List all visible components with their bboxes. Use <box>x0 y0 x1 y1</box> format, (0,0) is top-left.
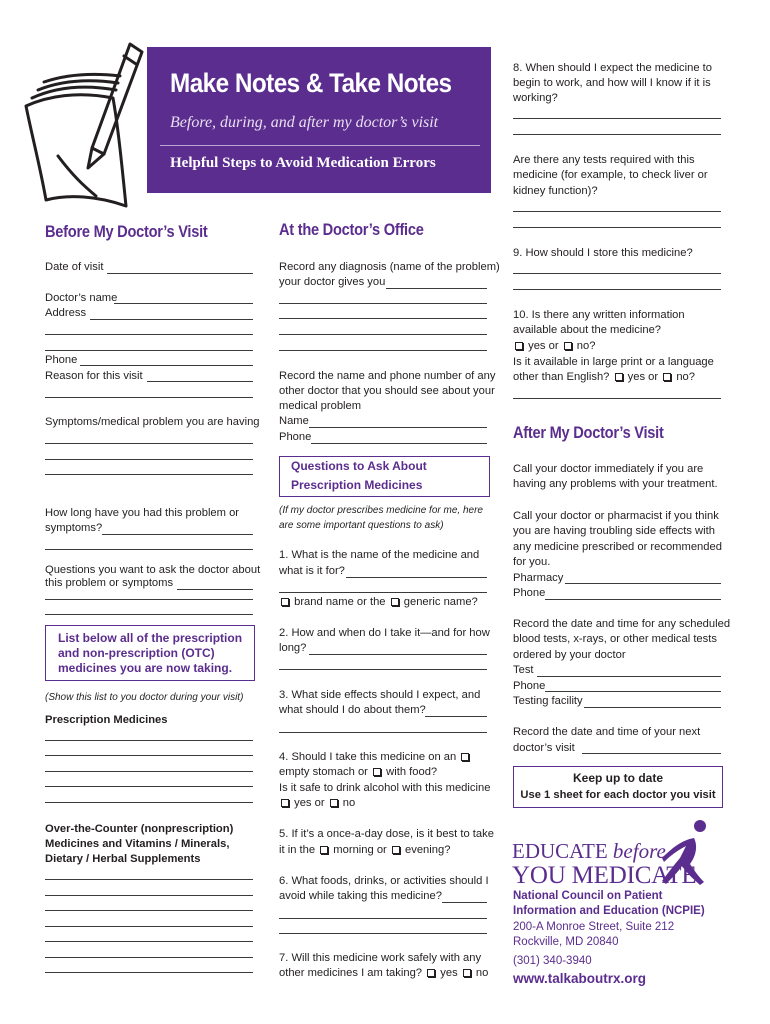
show-list-note: (Show this list to you doctor during your visit) <box>45 692 244 703</box>
q2-line-1: 2. How and when do I take it—and for how <box>279 627 490 639</box>
otc-field-6[interactable] <box>45 957 253 958</box>
q3-line-2: what should I do about them? <box>279 704 426 716</box>
q1-line-1: 1. What is the name of the medicine and <box>279 549 480 561</box>
rx-field-5[interactable] <box>45 802 253 803</box>
rx-medicines-heading: Prescription Medicines <box>45 714 168 726</box>
q7-yes-checkbox[interactable] <box>427 969 435 977</box>
q10-text-5: other than English? <box>513 371 610 383</box>
rx-field-2[interactable] <box>45 755 253 756</box>
symptoms-field-3[interactable] <box>45 474 253 475</box>
other-doctor-phone-label: Phone <box>279 431 312 443</box>
brand-name-checkbox[interactable] <box>281 598 289 606</box>
q6-line-1: 6. What foods, drinks, or activities should I <box>279 875 489 887</box>
otc-field-7[interactable] <box>45 972 253 973</box>
pharmacist-line-3: any medicine prescribed or recommended <box>513 541 722 553</box>
org-name-2: Information and Education (NCPIE) <box>513 905 705 917</box>
other-doctor-phone-field[interactable] <box>311 443 487 444</box>
questions-box-line-2: Prescription Medicines <box>291 478 423 492</box>
pharmacy-phone-field[interactable] <box>545 599 721 600</box>
testing-facility-field[interactable] <box>584 707 721 708</box>
otc-heading-2: Medicines and Vitamins / Minerals, <box>45 838 230 850</box>
reason-field[interactable] <box>147 381 253 382</box>
large-print-no-checkbox[interactable] <box>663 373 671 381</box>
logo-educate-before <box>512 839 666 864</box>
how-long-field[interactable] <box>102 534 253 535</box>
page-title: Make Notes & Take Notes <box>170 68 452 98</box>
q4-text-2b: with food? <box>386 766 438 778</box>
q1-options <box>279 595 478 611</box>
how-long-label-1: How long have you had this problem or <box>45 507 240 519</box>
logo-you-medicate: YOU MEDICATE <box>512 862 697 889</box>
q6-field-2[interactable] <box>279 918 487 919</box>
phone-label: Phone <box>45 354 78 366</box>
q10-line-1: 10. Is there any written information <box>513 309 685 321</box>
pharmacist-line-1: Call your doctor or pharmacist if you think <box>513 510 719 522</box>
q7-text-2: other medicines I am taking? <box>279 967 423 979</box>
evening-checkbox[interactable] <box>392 846 400 854</box>
diagnosis-label-2: your doctor gives you <box>279 276 386 288</box>
diagnosis-field-5[interactable] <box>279 350 487 351</box>
pharmacy-phone-label: Phone <box>513 587 546 599</box>
tests-line-1: Are there any tests required with this <box>513 154 695 166</box>
q2-field-2[interactable] <box>279 669 487 670</box>
questions-intro-2: are some important questions to ask) <box>279 520 444 531</box>
rx-field-4[interactable] <box>45 786 253 787</box>
written-info-yes-checkbox[interactable] <box>515 342 523 350</box>
doctor-name-field[interactable] <box>114 303 253 304</box>
rx-field-1[interactable] <box>45 740 253 741</box>
scheduled-line-1: Record the date and time for any scheduled <box>513 618 731 630</box>
logo-word-educate: EDUCATE <box>512 839 613 863</box>
call-line-2: having any problems with your treatment. <box>513 478 718 490</box>
diagnosis-field[interactable] <box>386 288 487 289</box>
q4-line-3: Is it safe to drink alcohol with this medicine <box>279 782 491 794</box>
q3-field-2[interactable] <box>279 732 487 733</box>
q9-field-1[interactable] <box>513 273 721 274</box>
alcohol-yes-label: yes or <box>294 797 325 809</box>
other-doctor-label-1: Record the name and phone number of any <box>279 370 496 382</box>
keep-up-to-date-subtitle: Use 1 sheet for each doctor you visit <box>520 789 716 801</box>
call-line-1: Call your doctor immediately if you are <box>513 463 704 475</box>
address-field-2[interactable] <box>45 334 253 335</box>
q1-field[interactable] <box>346 577 487 578</box>
other-doctor-label-3: medical problem <box>279 400 362 412</box>
office-heading: At the Doctor’s Office <box>279 220 424 239</box>
otc-field-4[interactable] <box>45 926 253 927</box>
reason-field-2[interactable] <box>45 397 253 398</box>
large-print-yes-checkbox[interactable] <box>615 373 623 381</box>
address-label: Address <box>45 307 87 319</box>
banner-divider <box>160 145 480 146</box>
logo-word-before: before <box>612 839 666 863</box>
address-field-3[interactable] <box>45 350 253 351</box>
morning-label: morning or <box>333 844 387 856</box>
medicine-list-box-line-3: medicines you are now taking. <box>58 661 233 675</box>
q7-yes-label: yes <box>440 967 458 979</box>
generic-name-checkbox[interactable] <box>391 598 399 606</box>
q4-line-2 <box>279 765 437 781</box>
otc-field-3[interactable] <box>45 910 253 911</box>
q1-line-2: what is it for? <box>279 565 345 577</box>
tests-line-3: kidney function)? <box>513 185 598 197</box>
q5-text-2a: it in the <box>279 844 316 856</box>
q6-line-2: avoid while taking this medicine? <box>279 890 442 902</box>
how-long-label-2: symptoms? <box>45 522 103 534</box>
page-subtitle: Before, during, and after my doctor’s visit <box>170 114 439 131</box>
address-field[interactable] <box>90 319 253 320</box>
tests-field-2[interactable] <box>513 227 721 228</box>
alcohol-yes-checkbox[interactable] <box>281 799 289 807</box>
medicine-list-box-line-2: and non-prescription (OTC) <box>58 646 215 660</box>
symptoms-field-2[interactable] <box>45 459 253 460</box>
org-address-2: Rockville, MD 20840 <box>513 936 619 948</box>
large-print-no-label: no? <box>676 371 695 383</box>
otc-heading-3: Dietary / Herbal Supplements <box>45 853 201 865</box>
morning-checkbox[interactable] <box>320 846 328 854</box>
empty-stomach-checkbox[interactable] <box>461 753 469 761</box>
otc-heading-1: Over-the-Counter (nonprescription) <box>45 823 234 835</box>
next-visit-line-1: Record the date and time of your next <box>513 726 701 738</box>
written-info-no-label: no? <box>576 340 596 352</box>
tests-field-1[interactable] <box>513 211 721 212</box>
phone-field[interactable] <box>80 365 253 366</box>
rx-field-3[interactable] <box>45 771 253 772</box>
q8-field-2[interactable] <box>513 134 721 135</box>
q10-line-5 <box>513 370 695 386</box>
diagnosis-field-2[interactable] <box>279 303 487 304</box>
diagnosis-field-4[interactable] <box>279 334 487 335</box>
questions-intro-1: (If my doctor prescribes medicine for me, here <box>279 505 483 516</box>
test-field[interactable] <box>537 676 721 677</box>
page-tagline: Helpful Steps to Avoid Medication Errors <box>170 155 436 171</box>
symptoms-field-1[interactable] <box>45 443 253 444</box>
q2-line-2: long? <box>279 642 307 654</box>
q10-line-4: Is it available in large print or a language <box>513 356 714 368</box>
q3-field[interactable] <box>425 716 487 717</box>
other-doctor-name-field[interactable] <box>309 427 487 428</box>
questions-field-3[interactable] <box>45 614 253 615</box>
q3-line-1: 3. What side effects should I expect, and <box>279 689 481 701</box>
tests-line-2: medicine (for example, to check liver or <box>513 169 708 181</box>
q8-line-2: begin to work, and how will I know if it is <box>513 77 711 89</box>
q5-line-1: 5. If it’s a once-a-day dose, is it best to take <box>279 828 494 840</box>
with-food-checkbox[interactable] <box>373 768 381 776</box>
test-label: Test <box>513 664 534 676</box>
pharmacist-line-4: for you. <box>513 556 551 568</box>
q9-field-2[interactable] <box>513 289 721 290</box>
q6-field[interactable] <box>442 902 487 903</box>
symptoms-label: Symptoms/medical problem you are having <box>45 416 260 428</box>
questions-box-line-1: Questions to Ask About <box>291 459 427 473</box>
alcohol-no-label: no <box>342 797 356 809</box>
q5-line-2 <box>279 843 450 859</box>
diagnosis-label-1: Record any diagnosis (name of the problem) <box>279 261 500 273</box>
q7-line-2 <box>279 966 488 982</box>
q10-line-3 <box>513 339 595 355</box>
date-label: Date of visit <box>45 261 104 273</box>
large-print-yes-label: yes or <box>627 371 659 383</box>
q6-field-3[interactable] <box>279 933 487 934</box>
questions-label-1: Questions you want to ask the doctor about <box>45 564 261 576</box>
questions-field-2[interactable] <box>45 599 253 600</box>
next-visit-field[interactable] <box>582 753 721 754</box>
generic-name-label: generic name? <box>403 596 478 608</box>
other-doctor-name-label: Name <box>279 415 309 427</box>
test-phone-field[interactable] <box>545 691 721 692</box>
date-field[interactable] <box>107 273 253 274</box>
scheduled-line-3: ordered by your doctor <box>513 649 626 661</box>
alcohol-no-checkbox[interactable] <box>330 799 338 807</box>
reason-label: Reason for this visit <box>45 370 143 382</box>
test-phone-label: Phone <box>513 680 546 692</box>
pharmacy-label: Pharmacy <box>513 572 564 584</box>
next-visit-line-2: doctor’s visit <box>513 742 575 754</box>
q7-no-checkbox[interactable] <box>463 969 471 977</box>
q4-text-2a: empty stomach or <box>279 766 368 778</box>
written-info-yes-label: yes or <box>528 340 559 352</box>
brand-name-label: brand name or the <box>294 596 386 608</box>
q4-text-1: 4. Should I take this medicine on an <box>279 751 457 763</box>
q8-line-3: working? <box>513 92 558 104</box>
doctor-name-label: Doctor’s name <box>45 292 118 304</box>
questions-field[interactable] <box>177 589 253 590</box>
written-info-no-checkbox[interactable] <box>564 342 572 350</box>
q8-field-1[interactable] <box>513 118 721 119</box>
scheduled-line-2: blood tests, x-rays, or other medical tests <box>513 633 717 645</box>
testing-facility-label: Testing facility <box>513 695 583 707</box>
pharmacist-line-2: you are having troubling side effects with <box>513 525 715 537</box>
evening-label: evening? <box>405 844 451 856</box>
how-long-field-2[interactable] <box>45 549 253 550</box>
other-doctor-label-2: other doctor that you should see about your <box>279 385 495 397</box>
otc-field-5[interactable] <box>45 941 253 942</box>
org-phone: (301) 340-3940 <box>513 955 592 967</box>
q7-line-1: 7. Will this medicine work safely with any <box>279 952 482 964</box>
org-address-1: 200-A Monroe Street, Suite 212 <box>513 921 675 933</box>
q4-line-4 <box>279 796 355 812</box>
otc-field-1[interactable] <box>45 879 253 880</box>
q8-line-1: 8. When should I expect the medicine to <box>513 62 713 74</box>
notepad-pencil-illustration <box>18 36 150 218</box>
after-visit-heading: After My Doctor’s Visit <box>513 423 664 442</box>
pharmacy-field[interactable] <box>565 583 721 584</box>
before-visit-heading: Before My Doctor’s Visit <box>45 222 208 241</box>
q4-line-1 <box>279 750 471 766</box>
q10-field[interactable] <box>513 398 721 399</box>
otc-field-2[interactable] <box>45 895 253 896</box>
org-name-1: National Council on Patient <box>513 890 663 902</box>
q7-no-label: no <box>475 967 489 979</box>
q2-field[interactable] <box>309 654 487 655</box>
q1-field-2[interactable] <box>279 592 487 593</box>
q10-line-2: available about the medicine? <box>513 324 662 336</box>
keep-up-to-date-title: Keep up to date <box>572 771 663 785</box>
medicine-list-box-line-1: List below all of the prescription <box>58 631 243 645</box>
questions-label-2: this problem or symptoms <box>45 577 174 589</box>
diagnosis-field-3[interactable] <box>279 318 487 319</box>
q9-line: 9. How should I store this medicine? <box>513 247 693 259</box>
org-website-link[interactable]: www.talkaboutrx.org <box>513 971 647 986</box>
